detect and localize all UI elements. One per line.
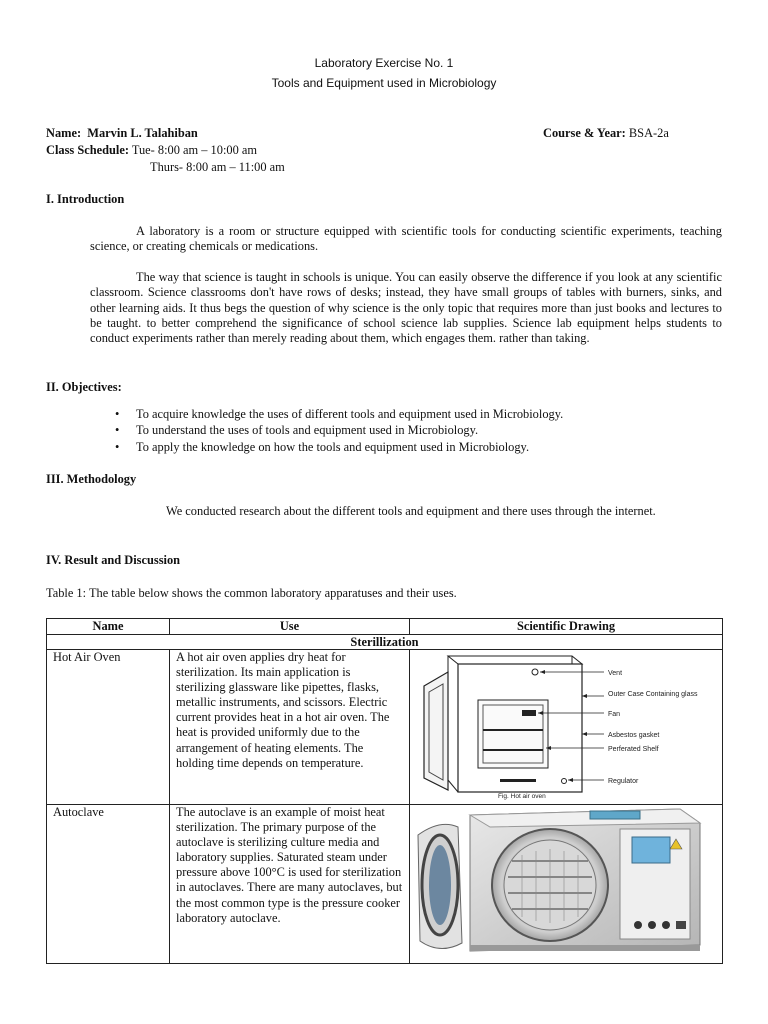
header-name: Name (47, 619, 170, 635)
table-caption: Table 1: The table below shows the common laboratory apparatuses and their uses. (46, 586, 457, 600)
course-value: BSA-2a (628, 126, 669, 140)
name-value: Marvin L. Talahiban (87, 126, 198, 140)
name-label: Name: (46, 126, 82, 140)
autoclave-photo (410, 805, 723, 964)
name-line (46, 126, 198, 141)
section-sterilization: Sterillization (47, 635, 723, 650)
objective-item: • To apply the knowledge on how the tools and equipment used in Microbiology. (115, 439, 563, 455)
table-row (47, 805, 723, 964)
intro-text-1: A laboratory is a room or structure equipped with scientific tools for conducting scientific experiments, teaching science, or creating chemicals or medications. (90, 224, 722, 254)
table-row (47, 650, 723, 805)
oven-caption: Fig. Hot air oven (498, 793, 546, 800)
schedule-value-2: Thurs- 8:00 am – 11:00 am (150, 160, 285, 174)
oven-diagram (410, 650, 723, 800)
course-line (543, 126, 669, 141)
methodology-text: We conducted research about the different tools and equipment and there uses through the internet. (166, 504, 656, 518)
row-use-hot-air-oven: A hot air oven applies dry heat for sterilization. Its main application is sterilizing glassware like pipettes, flasks, metallic instruments, and scissors. Electric current provides heat in a hot air oven. The heat is provided uniformly due to the arrangement of heating elements. The holding time depends on temperature. (170, 650, 410, 805)
schedule-value-1: Tue- 8:00 am – 10:00 am (131, 143, 258, 157)
header-use: Use (170, 619, 410, 635)
objectives-heading: II. Objectives: (46, 380, 122, 394)
methodology-heading: III. Methodology (46, 472, 137, 486)
methodology-paragraph (90, 504, 722, 519)
autoclave-illustration (410, 805, 723, 959)
row-name-autoclave: Autoclave (47, 805, 170, 964)
introduction-paragraph-1 (90, 224, 722, 255)
row-name-hot-air-oven: Hot Air Oven (47, 650, 170, 805)
label-outer-case-text: Outer Case Containing glass (608, 691, 698, 698)
section-row (47, 635, 723, 650)
objective-item: • To understand the uses of tools and equipment used in Microbiology. (115, 422, 563, 438)
schedule-line (46, 143, 257, 158)
intro-text-2: The way that science is taught in schools is unique. You can easily observe the difference if you look at any scientific classroom. Science classrooms don't have rows of desks; instead, they have small groups of tables with burners, sinks, and other learning aids. It thus begs the question of why science is the only topic that requires more than just books and lectures to be taught. to better comprehend the significance of school science lab supplies. Science lab equipment helps students to conduct experiments rather than merely reading about them, which engages them. rather than taking. (90, 270, 722, 346)
apparatus-table (46, 618, 723, 964)
hot-air-oven-drawing (410, 650, 723, 805)
results-heading: IV. Result and Discussion (46, 553, 181, 567)
label-asbestos-gasket: Asbestos gasket (608, 732, 660, 739)
introduction-heading: I. Introduction (46, 192, 125, 206)
course-label: Course & Year: (543, 126, 626, 140)
introduction-paragraph-2 (90, 270, 722, 346)
header-drawing: Scientific Drawing (410, 619, 723, 635)
schedule-label: Class Schedule: (46, 143, 129, 157)
objective-item: • To acquire knowledge the uses of different tools and equipment used in Microbiology. (115, 406, 563, 422)
row-use-autoclave: The autoclave is an example of moist heat sterilization. The primary purpose of the autoclave is sterilizing culture media and laboratory supplies. Saturated steam under pressure above 100°C is used for sterilization in autoclaves. There are many autoclaves, but the most common type is the pressure cooker laboratory autoclave. (170, 805, 410, 964)
label-fan: Fan (608, 711, 621, 718)
exercise-title: Laboratory Exercise No. 1 (314, 56, 454, 70)
exercise-subtitle: Tools and Equipment used in Microbiology (271, 76, 497, 90)
label-outer-case (608, 691, 698, 698)
label-regulator: Regulator (608, 778, 639, 785)
objectives-list (115, 406, 563, 455)
table-header-row (47, 619, 723, 635)
label-perforated-shelf: Perferated Shelf (608, 746, 659, 753)
label-vent: Vent (608, 670, 623, 677)
